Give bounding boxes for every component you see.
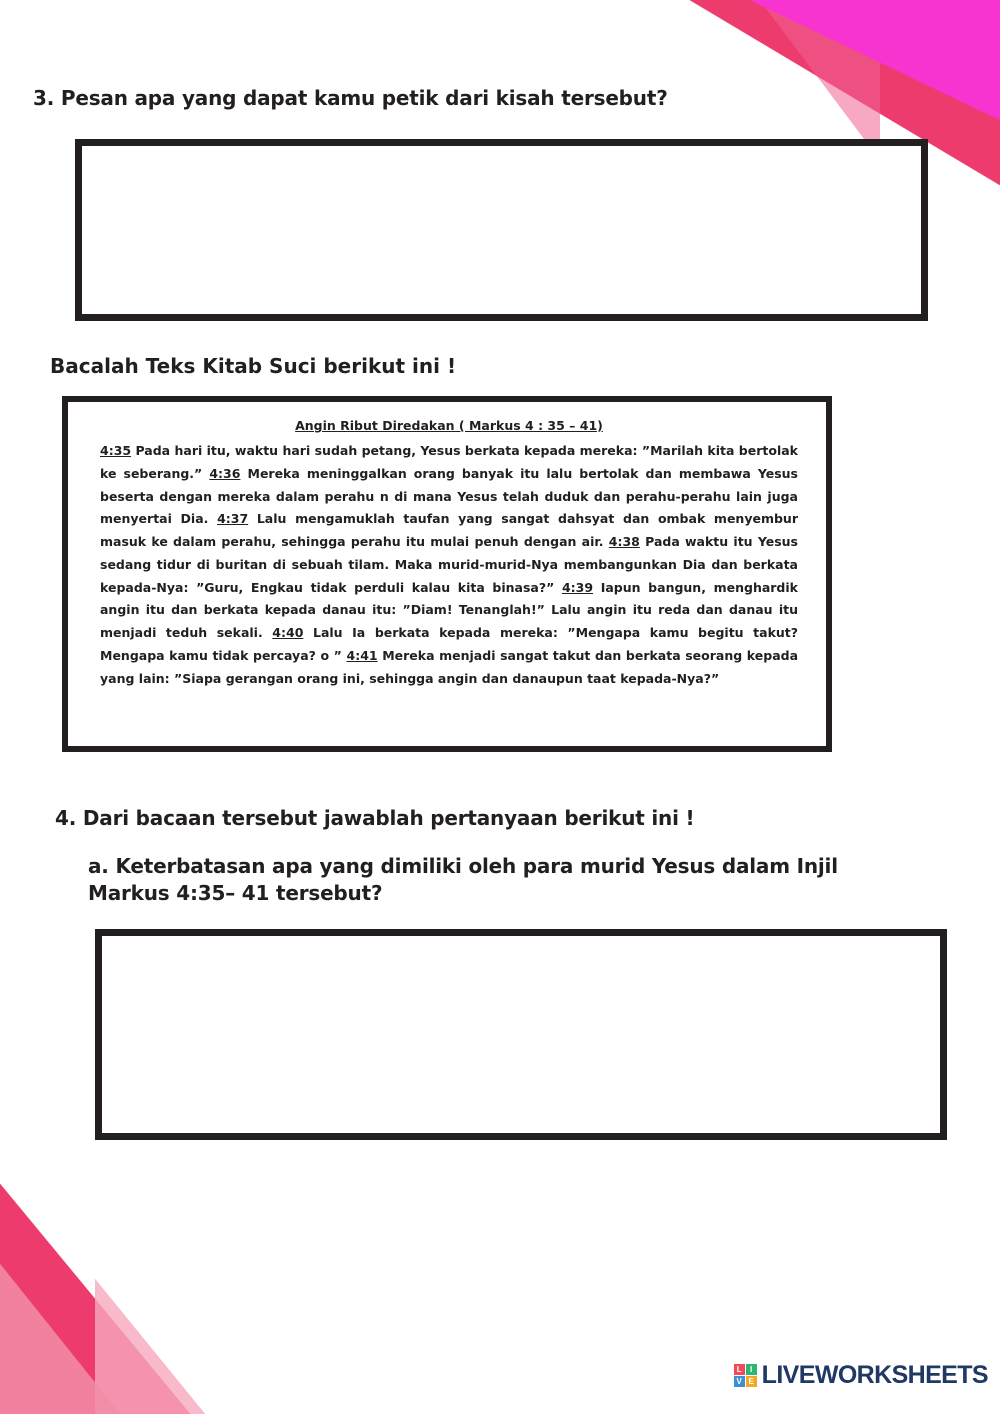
decoration-bottom-left-mid (0, 1264, 120, 1414)
answer-box-question-3[interactable] (75, 139, 928, 321)
liveworksheets-mark-icon (734, 1364, 757, 1387)
verse-ref-436: 4:36 (209, 465, 241, 481)
liveworksheets-wordmark: LIVEWORKSHEETS (761, 1361, 988, 1389)
verse-text-439: Iapun bangun, menghardik angin itu dan berkata kepada danau itu: ”Diam! Tenanglah!” Lalu angin itu reda dan danau itu menjadi teduh sekali. (100, 579, 798, 640)
question-4-text: 4. Dari bacaan tersebut jawablah pertanyaan berikut ini ! (55, 806, 695, 830)
decoration-bottom-left-pink (0, 1184, 190, 1414)
mark-letter-l: L (734, 1364, 745, 1375)
scripture-body (100, 440, 798, 690)
mark-letter-e: E (746, 1376, 757, 1387)
mark-letter-v: V (734, 1376, 745, 1387)
verse-text-440: Lalu Ia berkata kepada mereka: ”Mengapa kamu begitu takut? Mengapa kamu tidak percaya? o ” (100, 625, 799, 663)
verse-text-438: Pada waktu itu Yesus sedang tidur di buritan di sebuah tilam. Maka murid-murid-Nya membangunkan Dia dan berkata kepada-Nya: ”Guru, Engkau tidak perduli kalau kita binasa?” (100, 534, 798, 595)
verse-ref-441: 4:41 (346, 647, 378, 663)
verse-ref-440: 4:40 (272, 625, 304, 640)
verse-ref-438: 4:38 (608, 534, 640, 549)
verse-ref-439: 4:39 (561, 579, 594, 595)
decoration-bottom-left-light (95, 1279, 205, 1414)
verse-text-437: Lalu mengamuklah taufan yang sangat dahsyat dan ombak menyembur masuk ke dalam perahu, sehingga perahu itu mulai penuh dengan air. (100, 511, 798, 549)
liveworksheets-logo (734, 1361, 988, 1390)
verse-text-436: Mereka meninggalkan orang banyak itu lalu bertolak dan membawa Yesus beserta dengan mereka dalam perahu n di mana Yesus telah duduk dan perahu-perahu lain juga menyertai Dia. (100, 465, 798, 527)
verse-ref-437: 4:37 (217, 511, 249, 527)
verse-ref-435: 4:35 (100, 443, 132, 458)
scripture-passage-box (62, 396, 832, 752)
question-3-text: 3. Pesan apa yang dapat kamu petik dari kisah tersebut? (33, 86, 668, 110)
verse-text-435: Pada hari itu, waktu hari sudah petang, Yesus berkata kepada mereka: ”Marilah kita bertolak ke seberang.” (100, 443, 798, 481)
scripture-title: Angin Ribut Diredakan ( Markus 4 : 35 – 41) (295, 418, 603, 433)
read-instruction-label: Bacalah Teks Kitab Suci berikut ini ! (50, 354, 457, 378)
question-4a-text: a. Keterbatasan apa yang dimiliki oleh para murid Yesus dalam Injil Markus 4:35– 41 tersebut? (88, 854, 838, 905)
answer-box-question-4a[interactable] (95, 929, 947, 1140)
verse-text-441: Mereka menjadi sangat takut dan berkata seorang kepada yang lain: ”Siapa gerangan orang ini, sehingga angin dan danaupun taat kepada-Nya?” (100, 647, 799, 686)
decoration-top-right-light (760, 0, 880, 160)
mark-letter-i: I (746, 1364, 757, 1375)
